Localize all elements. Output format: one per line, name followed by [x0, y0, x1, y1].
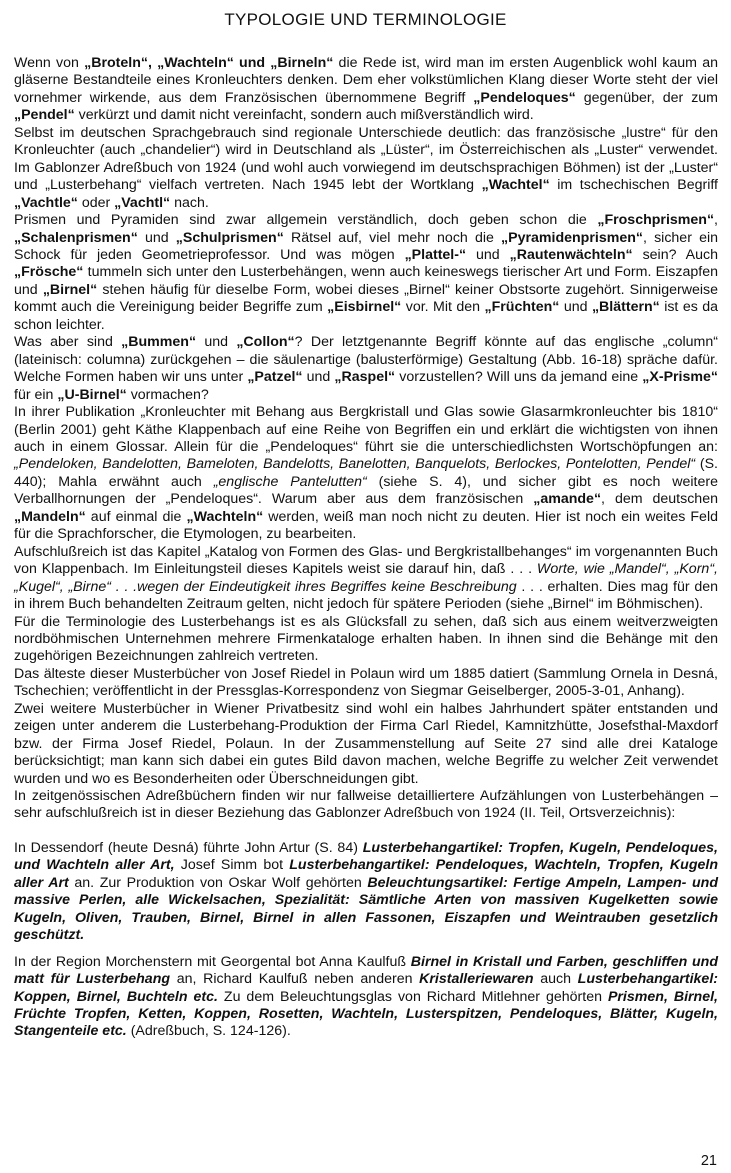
- paragraph-musterbuch-riedel: [14, 666, 718, 701]
- text-run: die Rede ist, wird man im ersten Augenblick wohl kaum an gläserne Bestandteile eines Kronleuchters denken. Dem eher volkstümlichen Klang dieser Worte steht der viel vornehmer wirkende, aus dem Französischen übernommene Begriff: [14, 55, 718, 106]
- paragraph-terminologie: [14, 614, 718, 666]
- paragraph-musterbuecher-wien: [14, 701, 718, 788]
- emphasis-text: „englische Pantelutten“: [213, 473, 367, 490]
- text-run: gegenüber, der zum: [575, 89, 719, 106]
- emphasis-text: „amande“: [533, 491, 602, 508]
- text-run: Aufschlußreich ist das Kapitel „Katalog von Formen des Glas- und Bergkristallbehanges“ im vorgenannten Buch von Klappenbach. Im Einleitungsteil dieses Kapitels weist sie darauf hin, daß . . .: [14, 543, 718, 578]
- page-number: 21: [700, 1153, 717, 1169]
- text-run: . . . erhalten. Dies mag für den in ihrem Buch behandelten Zeitraum gelten, nicht jedoch für spätere Perioden (siehe „Birnel“ im Böhmischen).: [14, 578, 718, 613]
- text-run: Wenn von: [14, 55, 85, 71]
- text-run: ? Der letztgenannte Begriff könnte auf das englische „column“ (lateinisch: columna) zurückgehen – die säulenartige (balusterförmige) Gestaltung (Abb. 16-18) spräche dafür. Welche Formen haben wir uns unter: [14, 334, 718, 386]
- text-run: sein? Auch: [632, 246, 718, 263]
- emphasis-text: „Rautenwächteln“: [509, 246, 633, 263]
- emphasis-text: „Collon“: [236, 334, 295, 351]
- emphasis-text: Beleuchtungsartikel: Fertige Ampeln, Lampen- und massive Perlen, alle Wickelsachen, Spezialität: Sämtliche Arten von massiven Kugelketten sowie Kugeln, Oliven, Trauben, Birnel, Birnel in allen Fassonen, Eiszapfen und Weintrauben gesetzlich geschützt.: [14, 874, 718, 944]
- text-run: an, Richard Kaulfuß neben anderen: [170, 971, 420, 988]
- text-run: und: [196, 334, 237, 351]
- text-run: oder: [77, 194, 115, 211]
- emphasis-text: Birnel in Kristall und Farben, geschliffen und matt für Lusterbehang: [14, 953, 718, 988]
- text-run: In zeitgenössischen Adreßbüchern finden wir nur fallweise detailliertere Aufzählungen von Lusterbehängen – sehr aufschlußreich ist in dieser Beziehung das Gablonzer Adreßbuch von 1924 (II. Teil, Ortsverzeichnis):: [14, 788, 718, 822]
- text-run: stehen häufig für dieselbe Form, wobei dieses „Birnel“ keiner Obstsorte zugehört. Sinnigerweise kommt auch die Vereinigung beider Begriffe zum: [14, 281, 718, 316]
- emphasis-text: „Früchten“: [484, 299, 560, 316]
- text-run: Prismen und Pyramiden sind zwar allgemein verständlich, doch geben schon die: [14, 212, 598, 229]
- emphasis-text: Kristalleriewaren: [419, 971, 534, 988]
- emphasis-text: „Pendel“: [14, 107, 75, 124]
- emphasis-text: „Frösche“: [14, 264, 84, 281]
- emphasis-text: „Patzel“: [247, 369, 303, 386]
- text-run: werden, weiß man noch nicht zu deuten. Hier ist noch ein weites Feld für die Sprachforscher, die Etymologen, zu bearbeiten.: [14, 508, 718, 543]
- emphasis-text: Worte, wie „Mandel“, „Korn“, „Kugel“, „Birne“ . . .wegen der Eindeutigkeit ihres Begriffes keine Beschreibung: [14, 561, 718, 595]
- text-run: Zu dem Beleuchtungsglas von Richard Mitlehner gehörten: [217, 988, 608, 1005]
- text-run: Was aber sind: [14, 334, 122, 351]
- spacer: [14, 823, 718, 840]
- emphasis-text: „Schulprismen“: [175, 229, 284, 246]
- emphasis-text: „Vachtl“: [114, 194, 171, 211]
- emphasis-text: Lusterbehangartikel: Pendeloques, Wachteln, Tropfen, Kugeln aller Art: [14, 857, 718, 891]
- emphasis-text: Lusterbehangartikel: Tropfen, Kugeln, Pendeloques, und Wachteln aller Art,: [14, 839, 718, 874]
- page-title: TYPOLOGIE UND TERMINOLOGIE: [224, 10, 507, 29]
- text-run: Für die Terminologie des Lusterbehangs ist es als Glücksfall zu sehen, daß sich aus einem weitverzweigten nordböhmischen Unternehmen mehrere Firmenkataloge erhalten haben. In ihnen sind die Behänge mit den zugehörigen Bezeichnungen zahlreich vertreten.: [14, 613, 718, 665]
- paragraph-intro: [14, 55, 718, 125]
- emphasis-text: „Wachtel“: [481, 177, 550, 194]
- text-run: und: [302, 369, 335, 386]
- text-run: ist es da schon leichter.: [14, 299, 719, 333]
- paragraph-dessendorf: [14, 840, 718, 945]
- emphasis-text: Prismen, Birnel, Früchte Tropfen, Ketten, Koppen, Rosetten, Wachteln, Lusterspitzen, Pendeloques, Blätter, Kugeln, Stangenteile etc.: [14, 988, 718, 1040]
- text-run: an. Zur Produktion von Oskar Wolf gehörten: [68, 874, 368, 891]
- emphasis-text: „Froschprismen“: [597, 212, 715, 229]
- text-run: nach.: [170, 194, 209, 211]
- emphasis-text: „X-Prisme“: [642, 369, 718, 386]
- emphasis-text: „Mandeln“: [14, 508, 86, 525]
- emphasis-text: „Plattel-“: [404, 246, 467, 263]
- emphasis-text: „Raspel“: [334, 369, 396, 386]
- text-run: In Dessendorf (heute Desná) führte John Artur (S. 84): [14, 839, 363, 856]
- emphasis-text: Lusterbehangartikel: Koppen, Birnel, Buchteln etc.: [14, 971, 718, 1005]
- emphasis-text: „Eisbirnel“: [327, 299, 402, 316]
- emphasis-text: „Birnel“: [42, 281, 98, 298]
- text-run: auf einmal die: [85, 508, 187, 525]
- emphasis-text: „Wachteln“: [186, 508, 264, 525]
- text-run: und: [137, 229, 176, 246]
- text-run: im tschechischen Begriff: [549, 177, 719, 194]
- text-run: und: [559, 299, 592, 316]
- text-run: vorzustellen? Will uns da jemand eine: [395, 369, 643, 386]
- text-run: vor. Mit den: [401, 299, 485, 316]
- emphasis-text: „Pendeloken, Bandelotten, Bameloten, Bandelotts, Banelotten, Banquelots, Berlockes, Pontelotten, Pendel“: [14, 456, 696, 473]
- text-run: (siehe S. 4), und sicher gibt es noch weitere Verballhornungen der „Pendeloques“. Warum aber aus dem französischen: [14, 473, 718, 508]
- text-run: , dem deutschen: [601, 491, 718, 508]
- paragraph-morchenstern: [14, 954, 718, 1041]
- text-run: Das älteste dieser Musterbücher von Josef Riedel in Polaun wird um 1885 datiert (Sammlung Ornela in Desná, Tschechien; veröffentlicht in der Pressglas-Korrespondenz von Siegmar Geiselberger, 2005-3-01, Anhang).: [14, 665, 718, 700]
- text-run: Zwei weitere Musterbücher in Wiener Privatbesitz sind wohl ein halbes Jahrhundert später entstanden und zeigen unter anderem die Lusterbehang-Produktion der Firma Carl Riedel, Kamnitzhütte, Josefsthal-Maxdorf bzw. der Firma Josef Riedel, Polaun. In der Zusammenstellung auf Seite 27 sind alle drei Kataloge berücksichtigt; man kann sich dabei ein gutes Bild davon machen, welche Begriffe zu welcher Zeit verwendet wurden und wo es Besonderheiten oder Überschneidungen gibt.: [14, 700, 718, 787]
- text-run: verkürzt und damit nicht vereinfacht, sondern auch mißverständlich wird.: [74, 107, 534, 124]
- text-run: und: [466, 246, 510, 263]
- text-run: tummeln sich unter den Lusterbehängen, wenn auch keineswegs tierischer Art und Form. Eiszapfen und: [14, 264, 718, 298]
- text-run: In ihrer Publikation „Kronleuchter mit Behang aus Bergkristall und Glas sowie Glasarmkronleuchter bis 1810“ (Berlin 2001) geht Käthe Klappenbach auf eine Reihe von Begriffen ein und erklärt die wichtigsten von ihnen auch in einem Glossar. Allein für die „Pendeloques“ führt sie die unterschiedlichsten Wortschöpfungen an:: [14, 404, 718, 455]
- text-run: Selbst im deutschen Sprachgebrauch sind regionale Unterschiede deutlich: das französische „lustre“ für den Kronleuchter (auch „chandelier“) wird in Deutschland als „Lüster“, im Österreichischen als „Luster“ verwendet. Im Gablonzer Adreßbuch von 1924 (und wohl auch vorwiegend im deutschsprachigen Böhmen) ist der „Luster“ und „Lusterbehang“ vielfach vertreten. Nach 1945 lebt der Wortklang: [14, 124, 718, 194]
- emphasis-text: „Schalenprismen“: [14, 229, 138, 246]
- emphasis-text: „Vachtle“: [14, 194, 78, 211]
- text-run: auch: [533, 971, 578, 988]
- emphasis-text: „Bummen“: [121, 334, 197, 351]
- paragraph-regional: [14, 125, 718, 212]
- spacer: [14, 945, 718, 954]
- text-run: ,: [714, 212, 718, 229]
- emphasis-text: „Pendeloques“: [473, 89, 576, 106]
- paragraph-prisms: [14, 212, 718, 334]
- text-run: Rätsel auf, viel mehr noch die: [283, 229, 502, 246]
- paragraph-bummen: [14, 334, 718, 404]
- emphasis-text: „Pyramidenprismen“: [501, 229, 643, 246]
- text-run: In der Region Morchenstern mit Georgental bot Anna Kaulfuß: [14, 953, 411, 970]
- text-run: für ein: [14, 386, 58, 403]
- text-run: , sicher ein Schock für jeden Geometrieprofessor. Und was mögen: [14, 229, 719, 263]
- text-run: vormachen?: [126, 386, 209, 403]
- paragraph-katalog: [14, 544, 718, 614]
- article-body: [14, 55, 718, 1041]
- emphasis-text: „Broteln“, „Wachteln“ und „Birneln“: [84, 55, 334, 71]
- emphasis-text: „U-Birnel“: [57, 386, 127, 403]
- text-run: (Adreßbuch, S. 124-126).: [126, 1023, 291, 1040]
- paragraph-klappenbach: [14, 404, 718, 544]
- text-run: (S. 440); Mahla erwähnt auch: [14, 456, 718, 490]
- text-run: Josef Simm bot: [174, 857, 290, 874]
- emphasis-text: „Blättern“: [591, 299, 660, 316]
- paragraph-adressbuecher: [14, 788, 718, 823]
